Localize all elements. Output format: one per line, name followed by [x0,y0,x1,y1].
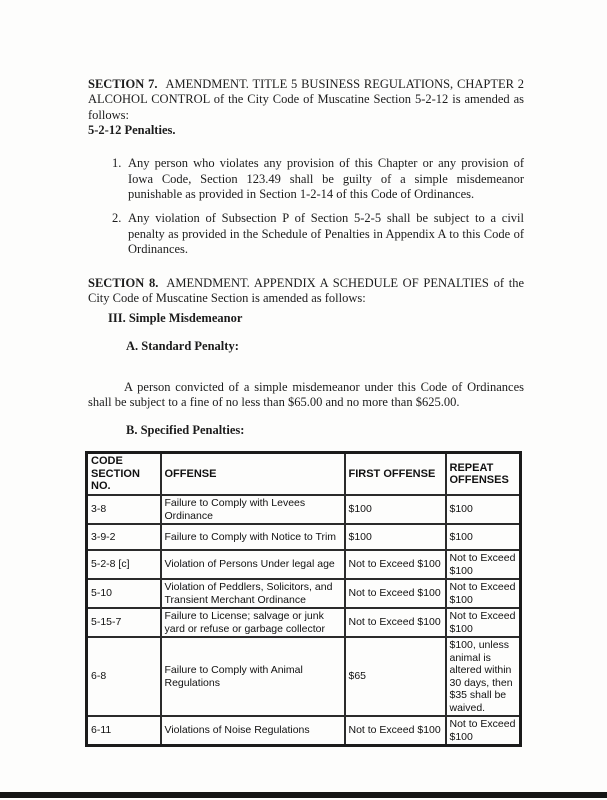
section-8-paragraph [88,276,524,307]
heading-simple-misdemeanor: III. Simple Misdemeanor [108,311,243,325]
header-cell-repeat-offenses: REPEAT OFFENSES [446,453,521,496]
code-section-cell: 5-15-7 [87,608,161,637]
header-cell-code-section: CODE SECTION NO. [87,453,161,496]
penalty-table-body [87,495,521,746]
list-item-1-text: Any person who violates any provision of this Chapter or any provision of Iowa Code, Section 123.49 shall be guilty of a simple misdemeanor punishable as provided in Section 1-2-14 of this Code of Ordinances. [128,156,524,201]
scan-edge-bar [0,792,607,798]
table-row [87,637,521,716]
first-offense-cell: Not to Exceed $100 [345,579,446,608]
repeat-offenses-cell: $100 [446,495,521,524]
repeat-offenses-cell: $100, unless animal is altered within 30 days, then $35 shall be waived. [446,637,521,716]
list-item-1 [112,156,524,203]
first-offense-cell: Not to Exceed $100 [345,550,446,579]
code-section-cell: 6-8 [87,637,161,716]
section-7-body: AMENDMENT. TITLE 5 BUSINESS REGULATIONS, CHAPTER 2 ALCOHOL CONTROL of the City Code of Muscatine Section 5-2-12 is amended as follows: [88,76,524,122]
offense-cell: Failure to License; salvage or junk yard or refuse or garbage collector [161,608,345,637]
table-row [87,495,521,524]
repeat-offenses-cell: Not to Exceed $100 [446,550,521,579]
first-offense-cell: $100 [345,524,446,550]
first-offense-cell: $65 [345,637,446,716]
list-item-2 [112,211,524,258]
repeat-offenses-cell: Not to Exceed $100 [446,579,521,608]
first-offense-cell: $100 [345,495,446,524]
code-section-cell: 6-11 [87,716,161,746]
section-8-label: SECTION 8. [88,275,159,290]
section-8-body: AMENDMENT. APPENDIX A SCHEDULE OF PENALTIES of the City Code of Muscatine Section is amended as follows: [88,275,524,305]
penalties-heading: 5-2-12 Penalties. [88,123,176,137]
standard-penalty-paragraph: A person convicted of a simple misdemeanor under this Code of Ordinances shall be subject to a fine of no less than $65.00 and no more than $625.00. [88,379,524,409]
list-item-2-marker: 2. [112,211,122,225]
repeat-offenses-cell: Not to Exceed $100 [446,716,521,746]
code-section-cell: 5-2-8 [c] [87,550,161,579]
offense-cell: Failure to Comply with Levees Ordinance [161,495,345,524]
first-offense-cell: Not to Exceed $100 [345,716,446,746]
specified-penalties-table [85,451,522,747]
table-row [87,579,521,608]
offense-cell: Violations of Noise Regulations [161,716,345,746]
table-row [87,550,521,579]
repeat-offenses-cell: $100 [446,524,521,550]
code-section-cell: 5-10 [87,579,161,608]
heading-standard-penalty: A. Standard Penalty: [126,339,239,353]
heading-specified-penalties: B. Specified Penalties: [126,423,245,437]
list-item-1-marker: 1. [112,156,122,170]
header-cell-first-offense: FIRST OFFENSE [345,453,446,496]
section-7-label: SECTION 7. [88,76,158,91]
table-row [87,716,521,746]
offense-cell: Failure to Comply with Notice to Trim [161,524,345,550]
offense-cell: Failure to Comply with Animal Regulations [161,637,345,716]
code-section-cell: 3-9-2 [87,524,161,550]
table-header-row [87,453,521,496]
offense-cell: Violation of Persons Under legal age [161,550,345,579]
offense-cell: Violation of Peddlers, Solicitors, and Transient Merchant Ordinance [161,579,345,608]
table-row [87,524,521,550]
repeat-offenses-cell: Not to Exceed $100 [446,608,521,637]
list-item-2-text: Any violation of Subsection P of Section 5-2-5 shall be subject to a civil penalty as provided in the Schedule of Penalties in Appendix A to this Code of Ordinances. [128,211,524,256]
section-7-paragraph [88,77,524,124]
header-cell-offense: OFFENSE [161,453,345,496]
code-section-cell: 3-8 [87,495,161,524]
first-offense-cell: Not to Exceed $100 [345,608,446,637]
table-row [87,608,521,637]
